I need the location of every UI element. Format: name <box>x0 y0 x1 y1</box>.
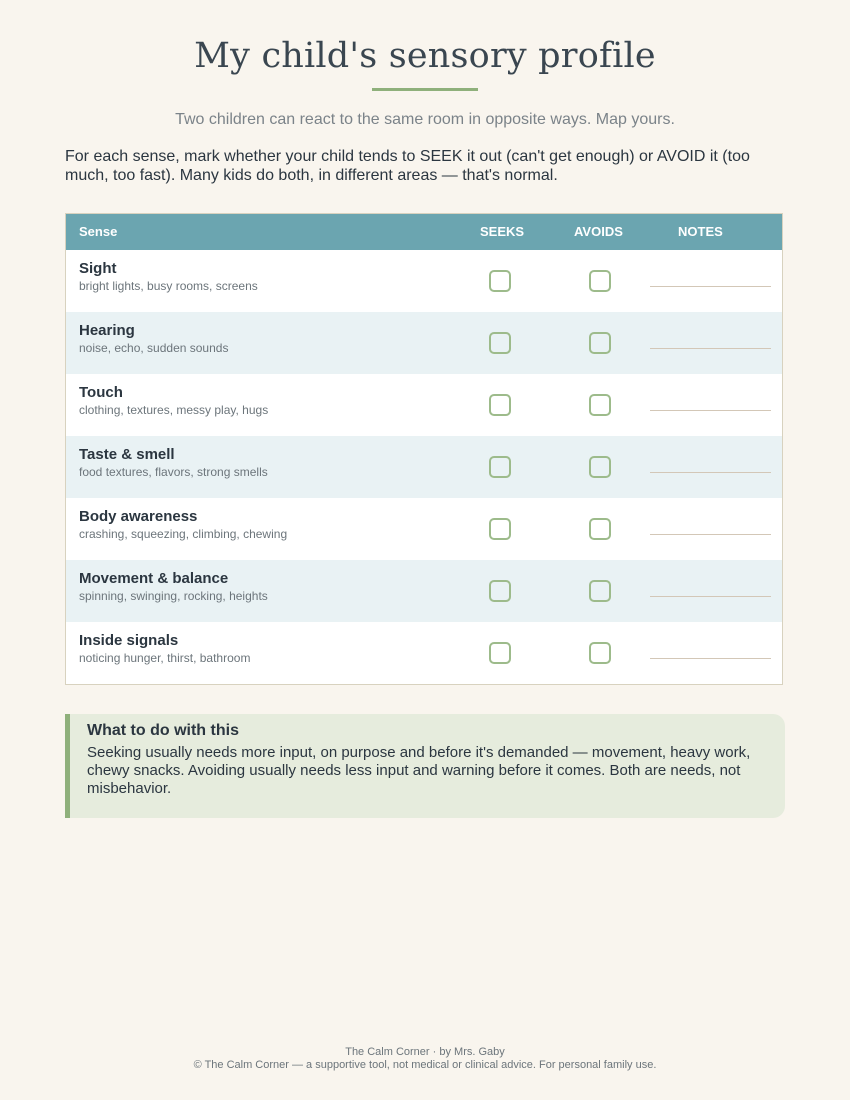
sense-description: noticing hunger, thirst, bathroom <box>79 651 251 665</box>
sense-description: food textures, flavors, strong smells <box>79 465 268 479</box>
seeks-checkbox[interactable] <box>489 332 511 354</box>
header-seeks: SEEKS <box>480 224 525 239</box>
title-underline <box>372 88 478 91</box>
sense-description: noise, echo, sudden sounds <box>79 341 229 355</box>
notes-line[interactable] <box>650 286 771 287</box>
sense-description: clothing, textures, messy play, hugs <box>79 403 269 417</box>
page-title: My child's sensory profile <box>194 36 656 76</box>
sense-name: Inside signals <box>79 632 179 649</box>
avoids-checkbox[interactable] <box>589 394 611 416</box>
sense-name: Touch <box>79 384 123 401</box>
sense-description: spinning, swinging, rocking, heights <box>79 589 268 603</box>
table-row <box>66 312 782 374</box>
notes-line[interactable] <box>650 534 771 535</box>
seeks-checkbox[interactable] <box>489 642 511 664</box>
avoids-checkbox[interactable] <box>589 332 611 354</box>
header-sense: Sense <box>79 224 118 239</box>
sense-name: Hearing <box>79 322 135 339</box>
footer-legal: © The Calm Corner — a supportive tool, not medical or clinical advice. For personal family use. <box>193 1059 657 1071</box>
avoids-checkbox[interactable] <box>589 270 611 292</box>
guidance-callout <box>65 714 785 818</box>
table-row <box>66 436 782 498</box>
seeks-checkbox[interactable] <box>489 456 511 478</box>
seeks-checkbox[interactable] <box>489 580 511 602</box>
seeks-checkbox[interactable] <box>489 518 511 540</box>
avoids-checkbox[interactable] <box>589 518 611 540</box>
page-subtitle: Two children can react to the same room in opposite ways. Map yours. <box>175 111 675 128</box>
sense-name: Sight <box>79 260 117 277</box>
notes-line[interactable] <box>650 658 771 659</box>
table-row <box>66 498 782 560</box>
table-row <box>66 250 782 312</box>
avoids-checkbox[interactable] <box>589 456 611 478</box>
notes-line[interactable] <box>650 410 771 411</box>
sense-name: Body awareness <box>79 508 198 525</box>
avoids-checkbox[interactable] <box>589 580 611 602</box>
seeks-checkbox[interactable] <box>489 270 511 292</box>
callout-body: Seeking usually needs more input, on purpose and before it's demanded — movement, heavy work, chewy snacks. Avoiding usually needs less input and warning before it comes. Both are needs, not misbehavior. <box>87 744 751 797</box>
table-row <box>66 560 782 622</box>
avoids-checkbox[interactable] <box>589 642 611 664</box>
sense-description: crashing, squeezing, climbing, chewing <box>79 527 288 541</box>
sense-description: bright lights, busy rooms, screens <box>79 279 258 293</box>
table-header <box>66 214 782 250</box>
notes-line[interactable] <box>650 596 771 597</box>
notes-line[interactable] <box>650 348 771 349</box>
intro-text: For each sense, mark whether your child tends to SEEK it out (can't get enough) or AVOID it (too much, too fast). Many kids do both, in different areas — that's normal. <box>65 148 750 184</box>
sense-name: Taste & smell <box>79 446 175 463</box>
footer-brand: The Calm Corner · by Mrs. Gaby <box>345 1046 505 1058</box>
table-row <box>66 622 782 684</box>
sense-name: Movement & balance <box>79 570 229 587</box>
notes-line[interactable] <box>650 472 771 473</box>
callout-title: What to do with this <box>87 722 239 739</box>
header-notes: NOTES <box>678 224 723 239</box>
header-avoids: AVOIDS <box>574 224 623 239</box>
sensory-table <box>65 213 783 685</box>
seeks-checkbox[interactable] <box>489 394 511 416</box>
table-row <box>66 374 782 436</box>
